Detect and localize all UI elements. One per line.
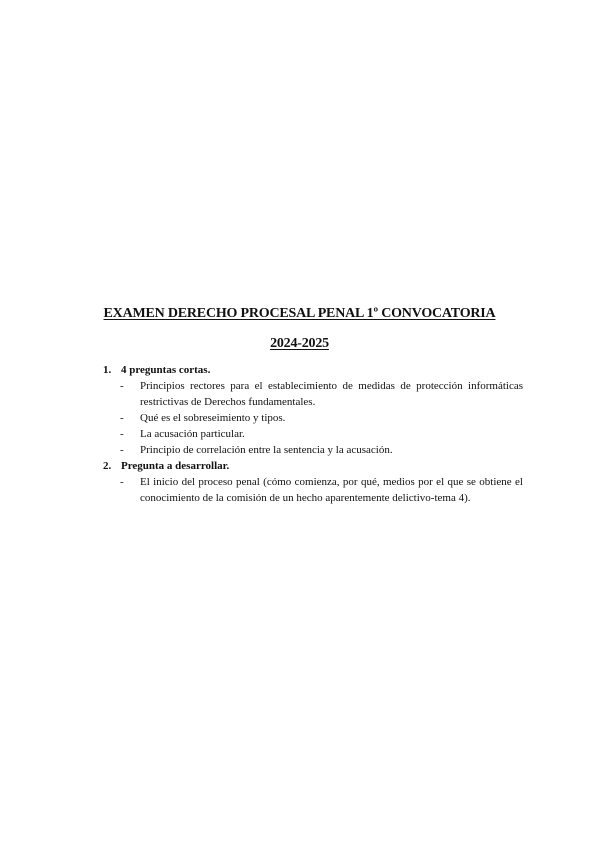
question-text: Principio de correlación entre la sentencia y la acusación. [140,444,393,456]
question-list [103,362,523,506]
bullet-dash: - [120,428,124,440]
exam-title: EXAMEN DERECHO PROCESAL PENAL 1º CONVOCATORIA [103,306,496,321]
question-text: El inicio del proceso penal (cómo comienza, por qué, medios por el que se obtiene el conocimiento de la comisión de un hecho aparentemente delictivo-tema 4). [140,476,523,504]
list-item [120,442,523,458]
section-heading [103,458,523,474]
list-item [120,426,523,442]
list-item [120,378,523,410]
essay-question-list [103,474,523,506]
section-heading [103,362,523,378]
list-item [120,474,523,506]
section-short-questions [103,362,523,458]
question-text: La acusación particular. [140,428,245,440]
question-text: Principios rectores para el establecimiento de medidas de protección informáticas restrictivas de Derechos fundamentales. [140,380,523,408]
exam-year: 2024-2025 [270,336,329,351]
section-number: 1. [103,364,112,376]
section-number: 2. [103,460,112,472]
question-text: Qué es el sobreseimiento y tipos. [140,412,286,424]
bullet-dash: - [120,476,124,488]
bullet-dash: - [120,380,124,392]
section-heading-text: 4 preguntas cortas. [121,364,211,376]
short-question-list [103,378,523,458]
list-item [120,410,523,426]
section-essay-question [103,458,523,506]
section-heading-text: Pregunta a desarrollar. [121,460,230,472]
bullet-dash: - [120,412,124,424]
bullet-dash: - [120,444,124,456]
